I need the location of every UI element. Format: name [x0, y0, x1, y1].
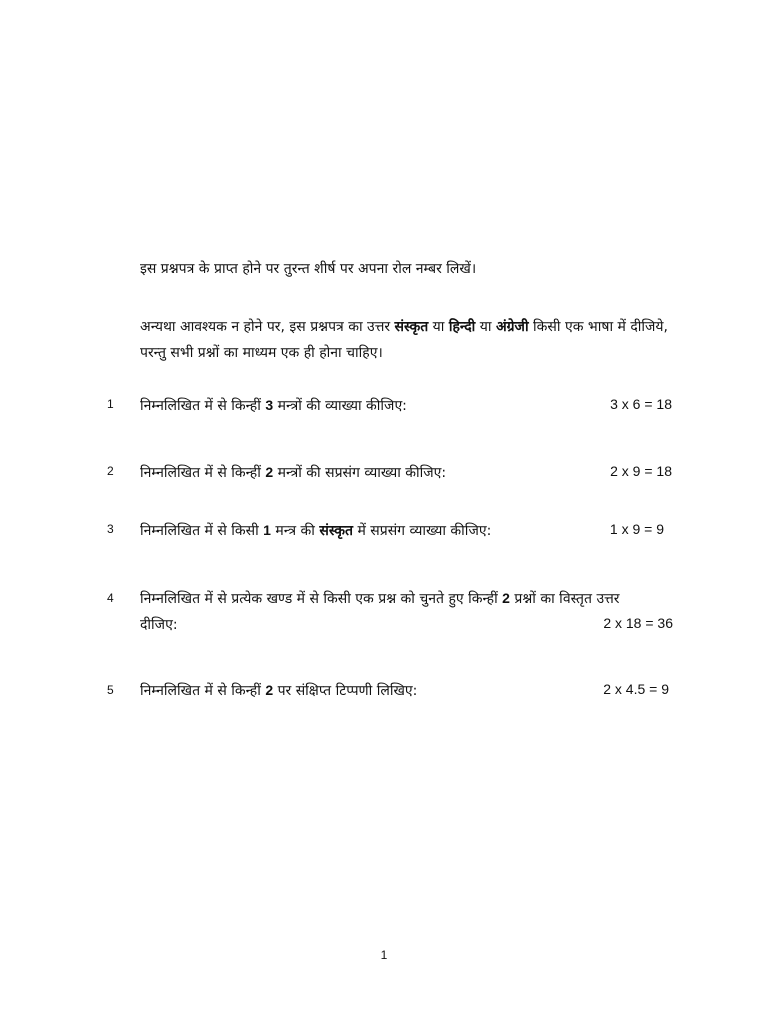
language-sanskrit: संस्कृत	[319, 523, 354, 539]
instruction-text: या	[428, 319, 449, 335]
question-text	[140, 589, 620, 608]
question-marks: 3 x 6 = 18	[610, 396, 672, 412]
question-marks: 2 x 9 = 18	[610, 463, 672, 479]
instruction-language	[140, 314, 668, 366]
language-english: अंग्रेजी	[495, 319, 529, 335]
question-number: 3	[107, 522, 114, 536]
question-count: 1	[263, 522, 271, 538]
page-number: 1	[380, 948, 388, 962]
question-text-part: मन्त्रों की व्याख्या कीजिए:	[273, 398, 407, 414]
question-text-continuation: दीजिए:	[140, 617, 178, 633]
question-text-part: निम्नलिखित में से प्रत्येक खण्ड में से किसी एक प्रश्न को चुनते हुए किन्हीं	[140, 591, 503, 607]
question-count: 2	[265, 464, 274, 480]
question-marks: 2 x 18 = 36	[603, 615, 673, 631]
question-number: 2	[107, 464, 114, 478]
question-text	[140, 463, 446, 482]
question-text	[140, 681, 417, 700]
question-text-part: पर संक्षिप्त टिप्पणी लिखिए:	[273, 683, 418, 699]
question-number: 4	[107, 591, 114, 605]
question-text-part: निम्नलिखित में से किन्हीं	[140, 398, 266, 414]
language-hindi: हिन्दी	[448, 319, 476, 335]
question-text-part: निम्नलिखित में से किन्हीं	[140, 465, 266, 481]
question-text-part: निम्नलिखित में से किसी	[140, 523, 264, 539]
question-marks: 2 x 4.5 = 9	[603, 681, 669, 697]
question-count: 3	[265, 397, 274, 413]
question-text-part: प्रश्नों का विस्तृत उत्तर	[509, 591, 620, 607]
instruction-text: किसी एक भाषा में दीजिये, परन्तु सभी प्रश्नों का माध्यम एक ही होना चाहिए।	[140, 319, 668, 361]
question-text-part: मन्त्रों की सप्रसंग व्याख्या कीजिए:	[273, 465, 447, 481]
question-text-part: मन्त्र की	[270, 523, 320, 539]
question-text	[140, 396, 407, 415]
language-sanskrit: संस्कृत	[394, 319, 429, 335]
question-text-part: निम्नलिखित में से किन्हीं	[140, 683, 266, 699]
question-marks: 1 x 9 = 9	[609, 521, 664, 537]
question-text-part: में सप्रसंग व्याख्या कीजिए:	[353, 523, 492, 539]
question-text	[140, 521, 491, 540]
question-count: 2	[502, 590, 510, 606]
instruction-text: अन्यथा आवश्यक न होने पर, इस प्रश्नपत्र का उत्तर	[140, 319, 395, 335]
question-number: 1	[107, 397, 114, 411]
instruction-line-1: इस प्रश्नपत्र के प्राप्त होने पर तुरन्त शीर्ष पर अपना रोल नम्बर लिखें।	[140, 261, 477, 277]
instruction-text: या	[475, 319, 496, 335]
question-number: 5	[107, 683, 114, 697]
instruction-roll-number	[140, 256, 668, 282]
question-count: 2	[265, 682, 274, 698]
